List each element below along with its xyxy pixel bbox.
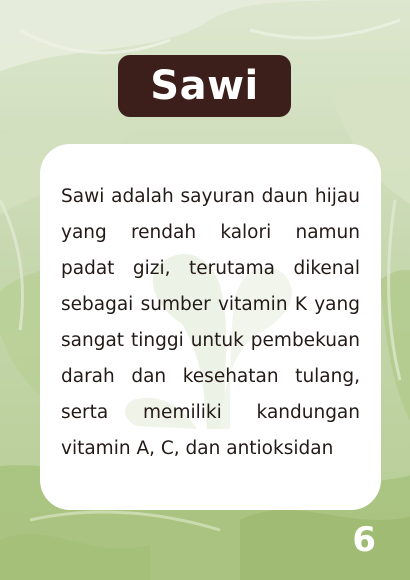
- title-banner: [118, 55, 291, 117]
- page-title: Sawi: [150, 63, 259, 109]
- description-paragraph: Sawi adalah sayuran daun hijau yang rendah kalori namun padat gizi, terutama dikenal sebagai sumber vitamin K yang sangat tinggi untuk pembekuan darah dan kesehatan tulang, serta memiliki kandungan vitamin A, C, dan antioksidan: [61, 186, 360, 459]
- page-number: 6: [352, 520, 376, 560]
- content-card: [40, 144, 381, 510]
